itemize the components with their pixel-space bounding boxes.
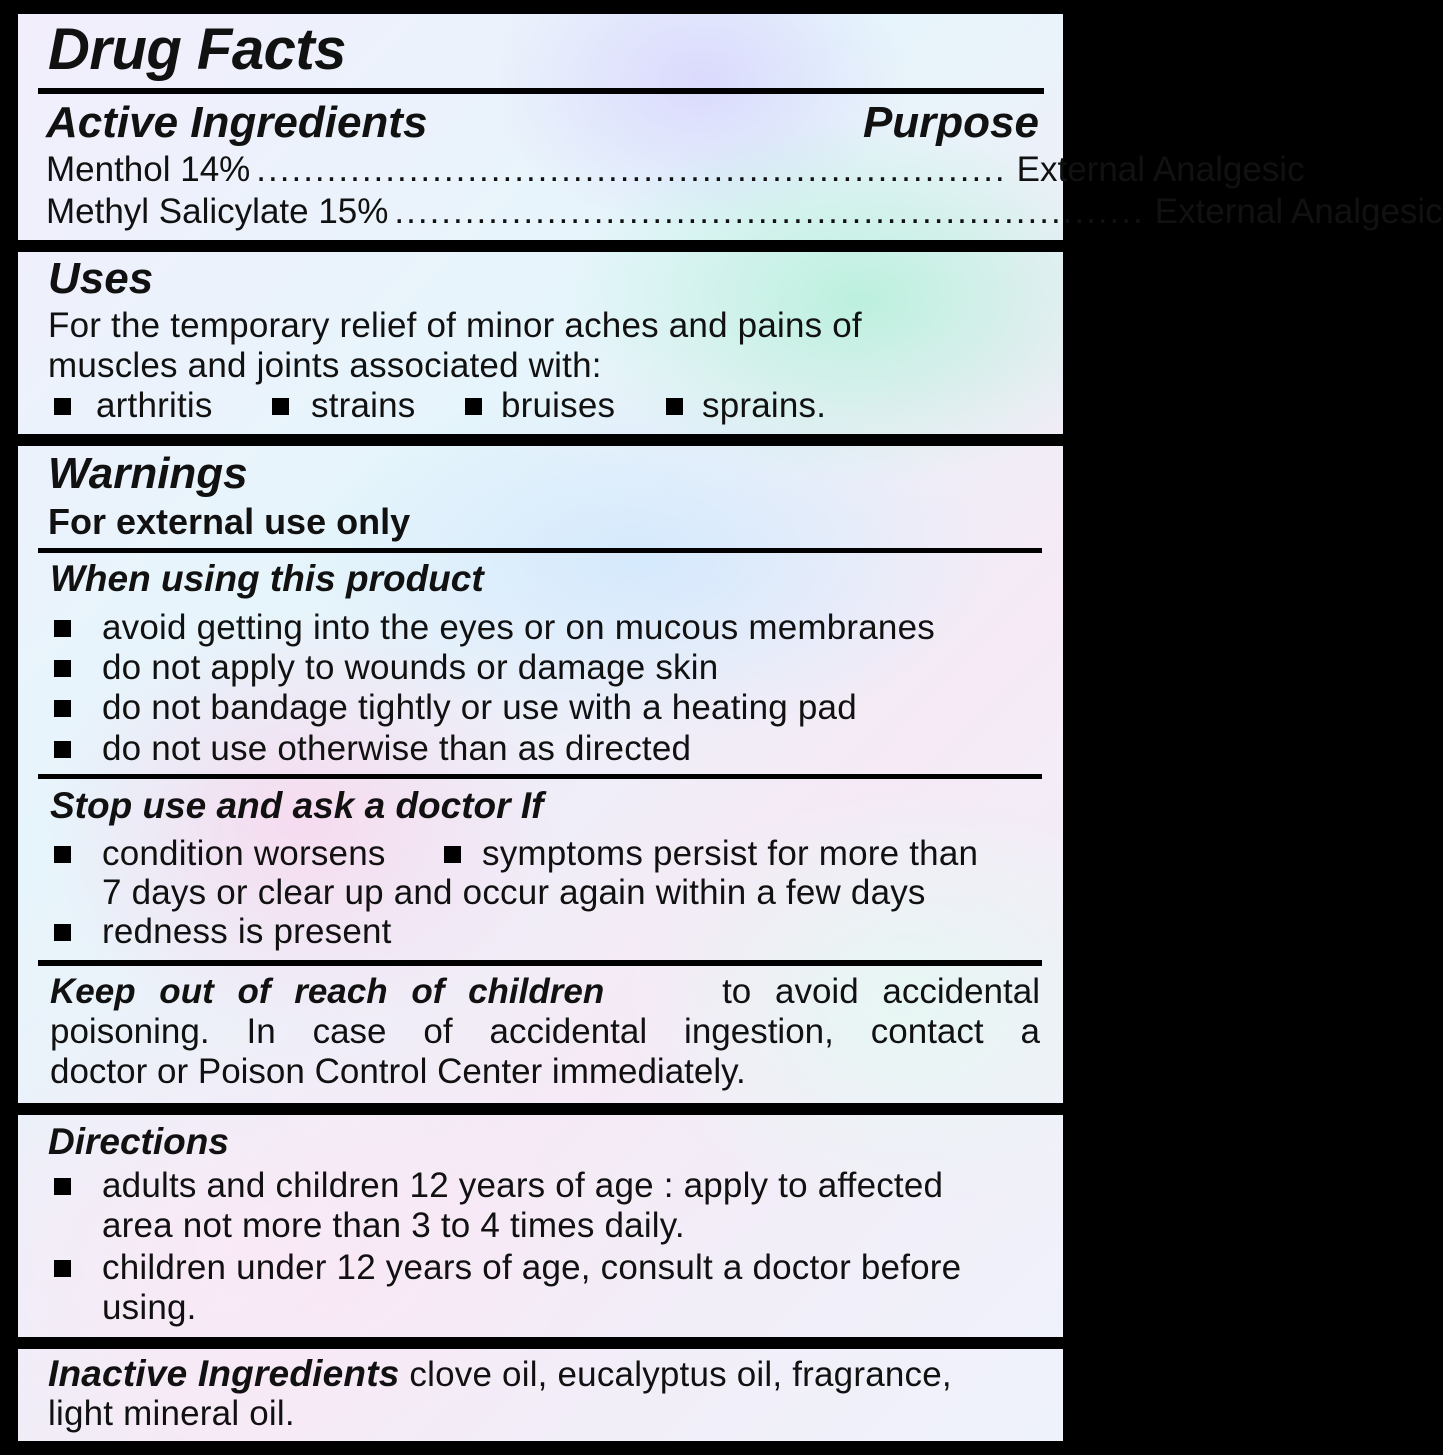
when-using-heading: When using this product (50, 558, 484, 599)
frame-top (0, 0, 1081, 14)
bullet-icon (666, 398, 683, 415)
warnings-heading: Warnings (48, 449, 248, 498)
keep-line (50, 972, 1040, 1012)
subsection-rule (38, 774, 1042, 779)
direction-item-continued: area not more than 3 to 4 times daily. (102, 1206, 685, 1245)
leader-dots: ................................................................ (256, 150, 1007, 189)
stop-use-heading: Stop use and ask a doctor If (50, 785, 544, 826)
bullet-icon (54, 398, 71, 415)
stop-item-continued: 7 days or clear up and occur again within a few days (102, 873, 926, 912)
direction-item: adults and children 12 years of age : apply to affected (102, 1166, 944, 1205)
bullet-icon (54, 741, 71, 758)
bullet-icon (272, 398, 289, 415)
uses-heading: Uses (48, 254, 154, 303)
uses-item: sprains. (702, 386, 827, 425)
bullet-icon (465, 398, 482, 415)
inactive-heading: Inactive Ingredients (48, 1353, 400, 1394)
warning-item: do not use otherwise than as directed (102, 729, 692, 768)
section-divider (0, 1337, 1081, 1349)
ingredient-purpose: External Analgesic (1154, 192, 1443, 231)
active-ingredients-heading: Active Ingredients (46, 98, 428, 147)
uses-item: bruises (501, 386, 616, 425)
keep-rest: to avoid accidental (722, 972, 1040, 1011)
ingredient-row (46, 192, 1443, 232)
warning-item: do not bandage tightly or use with a heating pad (102, 688, 857, 727)
ingredient-purpose: External Analgesic (1016, 150, 1305, 189)
ingredient-row (46, 150, 1305, 190)
inactive-ingredients-line: light mineral oil. (48, 1394, 295, 1433)
frame-bottom (0, 1441, 1081, 1455)
stop-item: condition worsens (102, 834, 386, 873)
section-divider (0, 1103, 1081, 1115)
uses-text-line: For the temporary relief of minor aches and pains of (48, 306, 862, 345)
direction-item-continued: using. (102, 1288, 197, 1327)
bullet-icon (54, 620, 71, 637)
page-title: Drug Facts (48, 17, 346, 82)
uses-text-line: muscles and joints associated with: (48, 346, 602, 385)
stop-item: redness is present (102, 912, 392, 951)
uses-item: arthritis (96, 386, 213, 425)
stop-item: symptoms persist for more than (482, 834, 979, 873)
bullet-icon (54, 660, 71, 677)
uses-item: strains (311, 386, 416, 425)
inactive-text: clove oil, eucalyptus oil, fragrance, (399, 1355, 952, 1394)
warning-item: do not apply to wounds or damage skin (102, 648, 719, 687)
directions-heading: Directions (48, 1121, 229, 1162)
inactive-ingredients-line (48, 1353, 952, 1395)
subsection-rule (38, 548, 1042, 553)
direction-item: children under 12 years of age, consult a doctor before (102, 1248, 962, 1287)
keep-bold: Keep out of reach of children (50, 972, 605, 1011)
bullet-icon (54, 1178, 71, 1195)
bullet-icon (54, 1260, 71, 1277)
keep-out-of-reach-paragraph (50, 972, 1040, 1092)
ingredient-name: Methyl Salicylate 15% (46, 192, 389, 231)
purpose-heading: Purpose (862, 98, 1039, 147)
subsection-rule (38, 960, 1042, 966)
section-divider (0, 434, 1081, 446)
keep-line: doctor or Poison Control Center immediately. (50, 1052, 746, 1091)
bullet-icon (54, 846, 71, 863)
title-rule (38, 88, 1044, 94)
external-use-note: For external use only (48, 501, 411, 542)
leader-dots: ................................................................ (394, 192, 1145, 231)
bullet-icon (444, 846, 461, 863)
warning-item: avoid getting into the eyes or on mucous membranes (102, 608, 935, 647)
bullet-icon (54, 924, 71, 941)
keep-line: poisoning. In case of accidental ingestion, contact a (50, 1012, 1040, 1051)
ingredient-name: Menthol 14% (46, 150, 251, 189)
frame-left (0, 0, 18, 1455)
section-divider (0, 240, 1081, 252)
bullet-icon (54, 700, 71, 717)
